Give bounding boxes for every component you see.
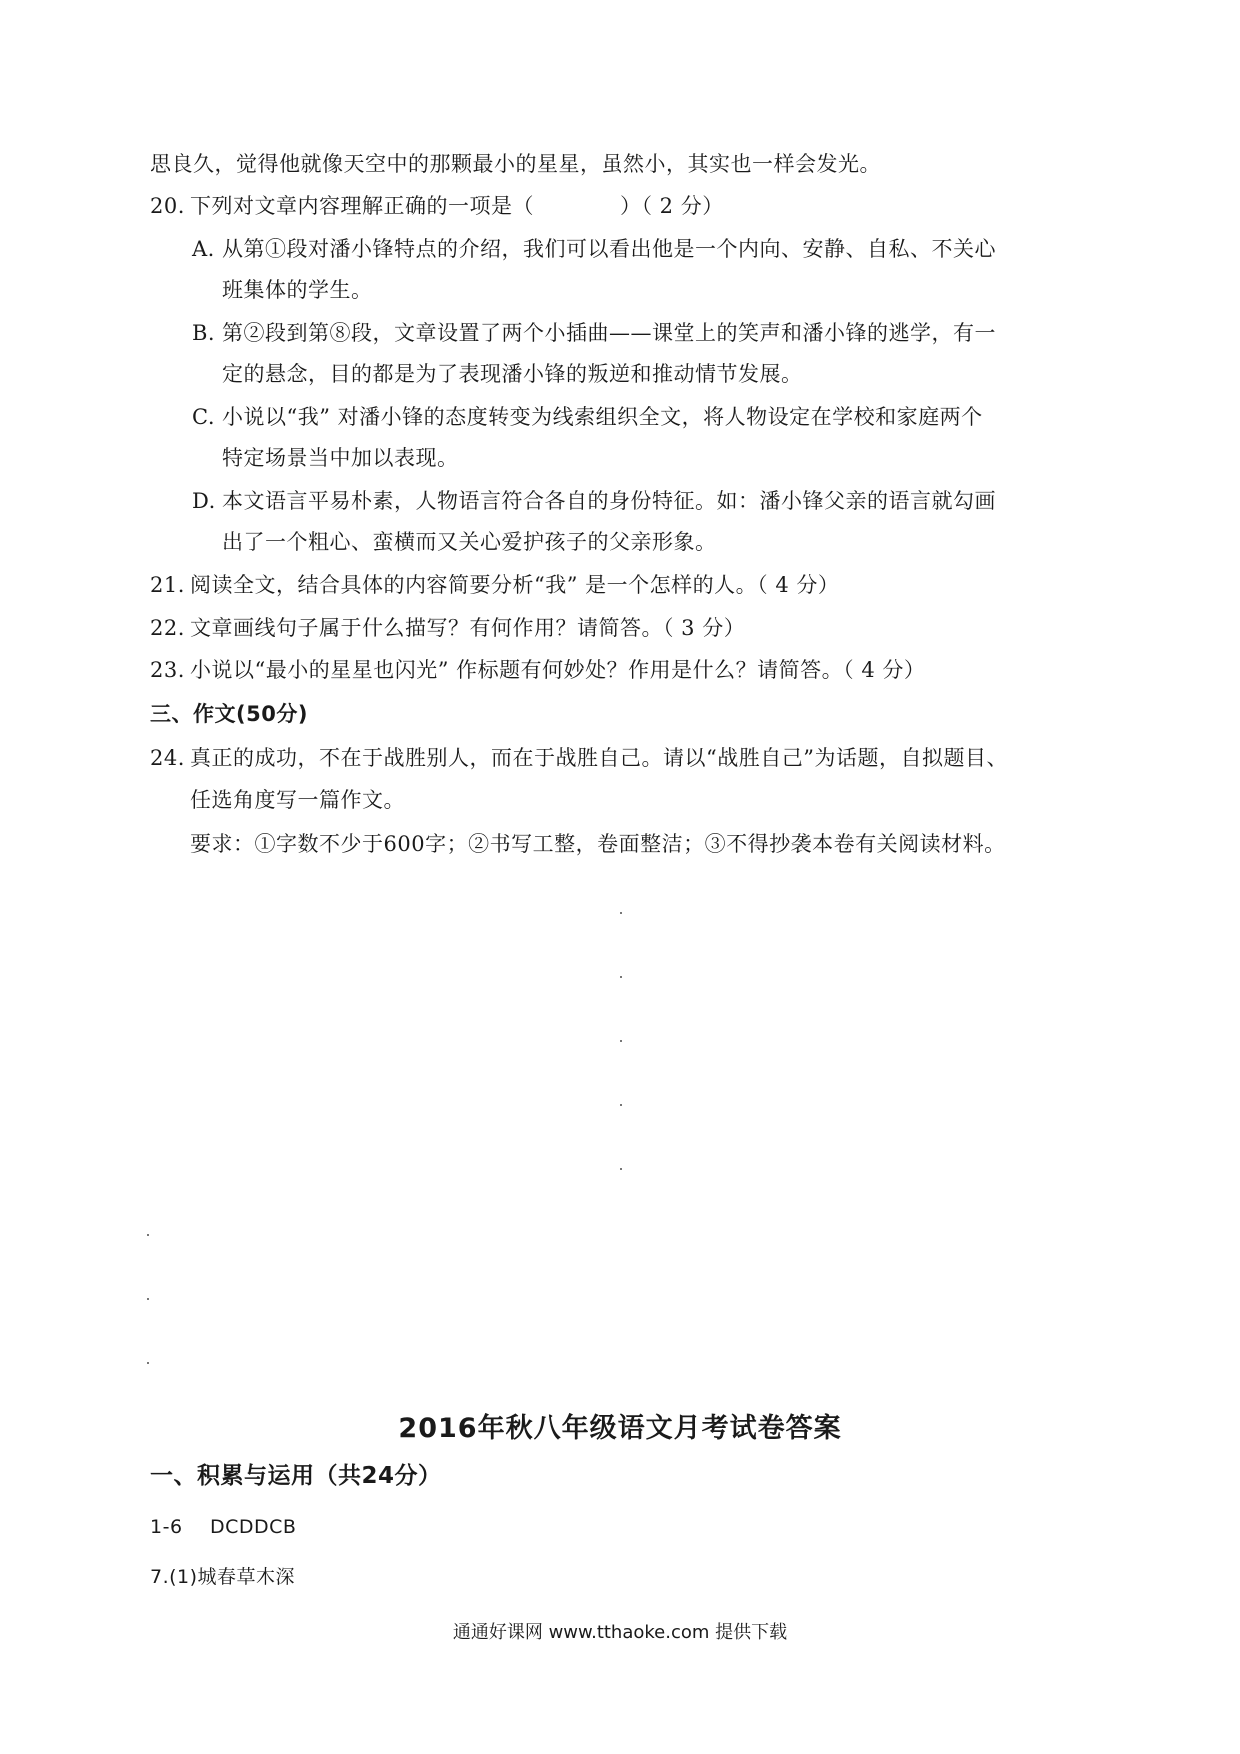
question-24-requirement: 要求：①字数不少于600字；②书写工整，卷面整洁；③不得抄袭本卷有关阅读材料。	[190, 832, 1006, 856]
option-a-cont: 班集体的学生。	[222, 278, 373, 302]
option-label: A.	[192, 237, 215, 261]
option-text: 小说以“我” 对潘小锋的态度转变为线索组织全文，将人物设定在学校和家庭两个	[222, 405, 983, 429]
option-a	[192, 235, 996, 263]
question-20	[150, 192, 724, 220]
option-text: 从第①段对潘小锋特点的介绍，我们可以看出他是一个内向、安静、自私、不关心	[222, 237, 996, 261]
option-text: 第②段到第⑧段，文章设置了两个小插曲——课堂上的笑声和潘小锋的逃学，有一	[222, 321, 996, 345]
option-text: 本文语言平易朴素，人物语言符合各自的身份特征。如：潘小锋父亲的语言就勾画	[222, 489, 996, 513]
option-label: B.	[192, 321, 216, 345]
answer-values: DCDDCB	[210, 1516, 297, 1538]
option-c-cont: 特定场景当中加以表现。	[222, 446, 459, 470]
option-c	[192, 403, 983, 431]
question-21	[150, 571, 839, 599]
answer-section-1: 一、积累与运用（共24分）	[150, 1463, 442, 1489]
scan-speck	[620, 1040, 622, 1042]
question-text: 下列对文章内容理解正确的一项是（ ）（ 2 分）	[190, 194, 724, 218]
question-text: 阅读全文，结合具体的内容简要分析“我” 是一个怎样的人。（ 4 分）	[190, 573, 840, 597]
option-label: D.	[192, 489, 216, 513]
answer-line-7: 7.(1)城春草木深	[150, 1566, 296, 1588]
question-number: 24.	[150, 746, 185, 770]
option-b	[192, 319, 996, 347]
question-number: 21.	[150, 573, 185, 597]
question-text: 真正的成功，不在于战胜别人，而在于战胜自己。请以“战胜自己”为话题，自拟题目、	[190, 746, 1008, 770]
section-3-heading: 三、作文(50分)	[150, 702, 308, 726]
question-text: 小说以“最小的星星也闪光” 作标题有何妙处？作用是什么？请简答。（ 4 分）	[190, 658, 926, 682]
option-b-cont: 定的悬念，目的都是为了表现潘小锋的叛逆和推动情节发展。	[222, 362, 803, 386]
question-number: 20.	[150, 194, 185, 218]
question-number: 22.	[150, 616, 185, 640]
question-24-cont: 任选角度写一篇作文。	[190, 788, 405, 812]
question-22	[150, 614, 745, 642]
question-number: 23.	[150, 658, 185, 682]
scan-speck	[620, 912, 622, 914]
scan-speck	[147, 1234, 149, 1236]
answer-title: 2016年秋八年级语文月考试卷答案	[398, 1413, 842, 1444]
option-d	[192, 487, 996, 515]
passage-tail: 思良久，觉得他就像天空中的那颗最小的星星，虽然小，其实也一样会发光。	[150, 152, 881, 176]
option-label: C.	[192, 405, 215, 429]
scan-speck	[620, 976, 622, 978]
scan-speck	[620, 1168, 622, 1170]
scan-speck	[147, 1362, 149, 1364]
answer-line-1-6	[150, 1513, 296, 1541]
question-text: 文章画线句子属于什么描写？有何作用？请简答。（ 3 分）	[190, 616, 746, 640]
question-23	[150, 656, 925, 684]
option-d-cont: 出了一个粗心、蛮横而又关心爱护孩子的父亲形象。	[222, 530, 717, 554]
scan-speck	[620, 1104, 622, 1106]
footer-credit: 通通好课网 www.tthaoke.com 提供下载	[452, 1622, 788, 1643]
question-24	[150, 744, 1008, 772]
answer-range: 1-6	[150, 1516, 183, 1538]
scan-speck	[147, 1298, 149, 1300]
